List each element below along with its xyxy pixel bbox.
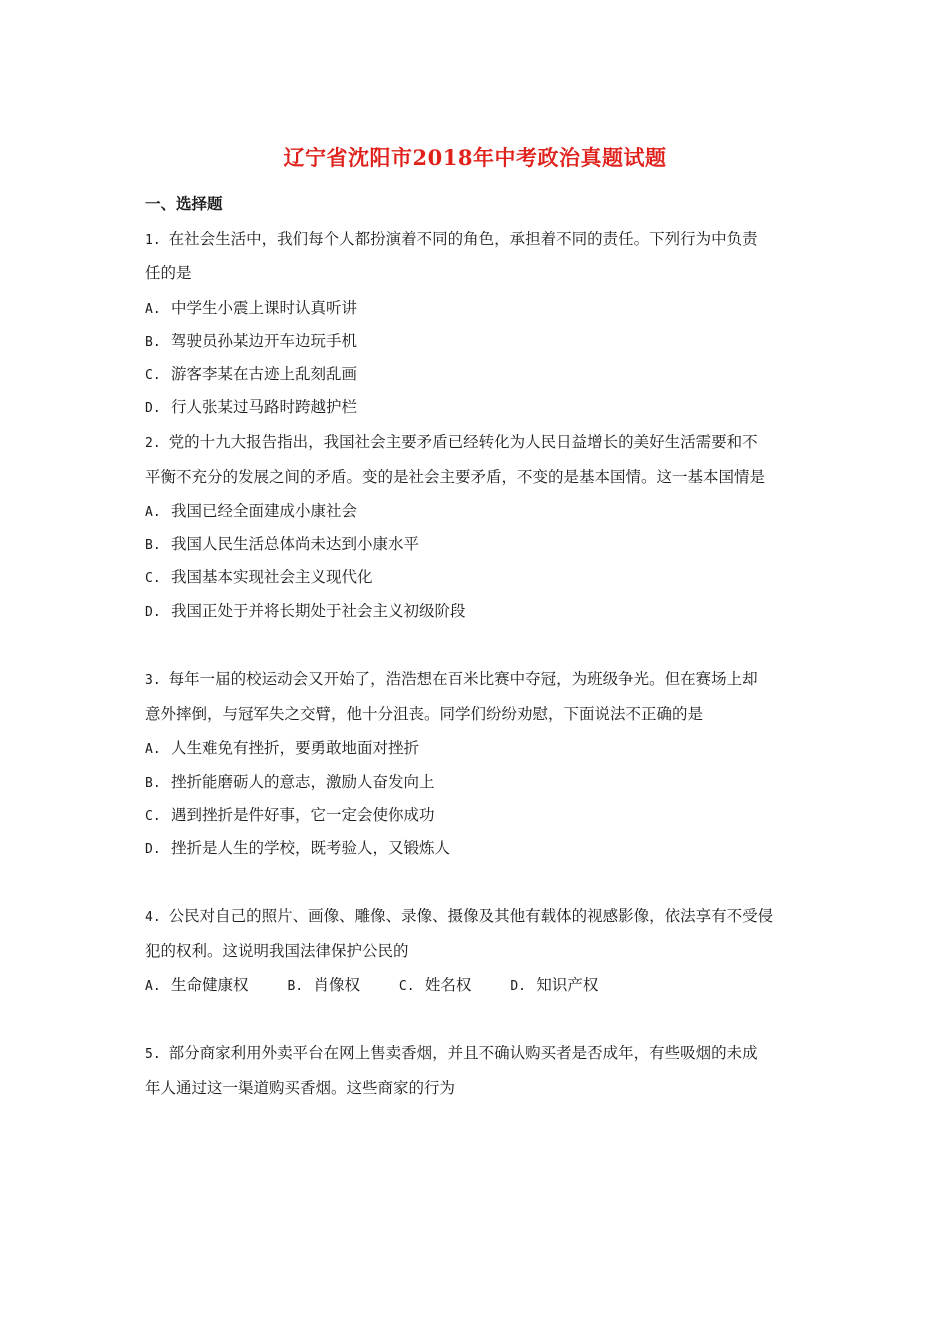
- question-1-line-1: 1. 在社会生活中，我们每个人都扮演着不同的角色，承担着不同的责任。下列行为中负责: [145, 230, 758, 248]
- question-2-line-1: 2. 党的十九大报告指出，我国社会主要矛盾已经转化为人民日益增长的美好生活需要和不: [145, 433, 758, 451]
- question-2-option-b: B. 我国人民生活总体尚未达到小康水平: [145, 535, 420, 553]
- question-3-option-d: D. 挫折是人生的学校，既考验人，又锻炼人: [145, 839, 451, 857]
- question-4-option-a: A. 生命健康权: [145, 976, 249, 994]
- question-3-option-b: B. 挫折能磨砺人的意志，激励人奋发向上: [145, 773, 435, 791]
- question-1-option-c: C. 游客李某在古迹上乱刻乱画: [145, 365, 358, 383]
- page-title: 辽宁省沈阳市2018年中考政治真题试题: [283, 145, 667, 170]
- question-5-number: 5.: [145, 1047, 161, 1062]
- question-3-option-c: C. 遇到挫折是件好事，它一定会使你成功: [145, 806, 435, 824]
- section-heading: 一、选择题: [145, 194, 223, 213]
- question-5-line-1: 5. 部分商家利用外卖平台在网上售卖香烟，并且不确认购买者是否成年，有些吸烟的未成: [145, 1044, 758, 1062]
- question-3-line-2: 意外摔倒，与冠军失之交臂，他十分沮丧。同学们纷纷劝慰，下面说法不正确的是: [145, 705, 704, 723]
- question-4-number: 4.: [145, 910, 161, 925]
- question-2-option-d: D. 我国正处于并将长期处于社会主义初级阶段: [145, 602, 466, 620]
- question-1-option-d: D. 行人张某过马路时跨越护栏: [145, 398, 358, 416]
- question-4-options-row: [145, 975, 632, 997]
- question-3-line-1: 3. 每年一届的校运动会又开始了，浩浩想在百米比赛中夺冠，为班级争光。但在赛场上却: [145, 670, 758, 688]
- question-1-number: 1.: [145, 233, 161, 248]
- question-3-number: 3.: [145, 673, 161, 688]
- question-4-line-2: 犯的权利。这说明我国法律保护公民的: [145, 942, 409, 960]
- question-2-line-2: 平衡不充分的发展之间的矛盾。变的是社会主要矛盾，不变的是基本国情。这一基本国情是: [145, 468, 766, 486]
- question-2-number: 2.: [145, 436, 161, 451]
- question-1-line-2: 任的是: [145, 264, 192, 282]
- question-2-option-c: C. 我国基本实现社会主义现代化: [145, 568, 373, 586]
- question-2-option-a: A. 我国已经全面建成小康社会: [145, 502, 358, 520]
- question-4-option-b: B. 肖像权: [287, 976, 360, 994]
- question-1-option-a: A. 中学生小震上课时认真听讲: [145, 299, 358, 317]
- question-5-line-2: 年人通过这一渠道购买香烟。这些商家的行为: [145, 1079, 456, 1097]
- question-4-option-c: C. 姓名权: [398, 976, 472, 994]
- question-3-option-a: A. 人生难免有挫折，要勇敢地面对挫折: [145, 739, 420, 757]
- question-4-option-d: D. 知识产权: [510, 976, 599, 994]
- question-1-option-b: B. 驾驶员孙某边开车边玩手机: [145, 332, 358, 350]
- question-4-line-1: 4. 公民对自己的照片、画像、雕像、录像、摄像及其他有载体的视感影像，依法享有不受侵: [145, 907, 774, 925]
